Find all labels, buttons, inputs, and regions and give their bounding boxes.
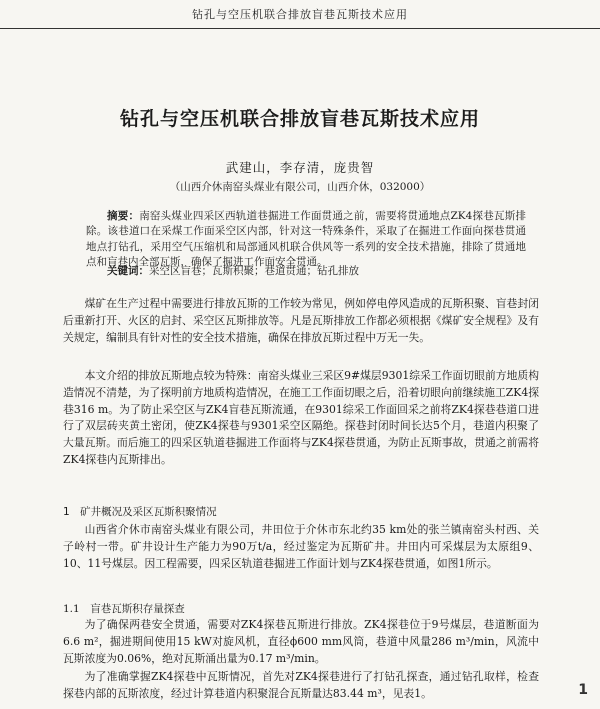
keywords [86, 263, 526, 278]
affiliation: （山西介休南窑头煤业有限公司，山西介休，032000） [169, 181, 431, 193]
abstract-label: 摘要： [107, 210, 140, 222]
body-paragraph-2: 本文介绍的排放瓦斯地点较为特殊：南窑头煤业三采区9#煤层9301综采工作面切眼前方地质构造情况不清楚，为了探明前方地质构造情况，在施工工作面切眼之后，沿着切眼向前继续施工ZK4探巷316 m。为了防止采空区与ZK4盲巷瓦斯流通，在9301综采工作面回采之前将ZK4探巷巷道口进行了双层砖夹黄土密闭，使ZK4探巷与9301采空区隔绝。探巷封闭时间长达5个月，巷道内积聚了大量瓦斯。而后施工的四采区轨道巷掘进工作面将与ZK4探巷贯通，为防止瓦斯事故，贯通之前需将ZK4探巷内瓦斯排出。 [63, 369, 539, 466]
authors: 武建山，李存清，庞贵智 [225, 160, 375, 175]
body-paragraph-5: 为了准确掌握ZK4探巷中瓦斯情况，首先对ZK4探巷进行了打钻孔探查，通过钻孔取样，检查探巷内部的瓦斯浓度，经过计算巷道内积聚混合瓦斯量达83.44 m³，见表1。 [63, 670, 539, 700]
keywords-label: 关键词： [107, 265, 149, 277]
page-number: 1 [578, 682, 588, 698]
body-paragraph-3: 山西省介休市南窑头煤业有限公司，井田位于介休市东北约35 km处的张兰镇南窑头村西、关子岭村一带。矿井设计生产能力为90万t/a，经过鉴定为瓦斯矿井。井田内可采煤层为太原组9、10、11号煤层。因工程需要，四采区轨道巷掘进工作面计划与ZK4探巷贯通，如图1所示。 [63, 523, 539, 570]
body-paragraph-4: 为了确保两巷安全贯通，需要对ZK4探巷瓦斯进行排放。ZK4探巷位于9号煤层，巷道断面为6.6 m²，掘进期间使用15 kW对旋风机，直径ϕ600 mm风筒，巷道中风量286 m³/min，风流中瓦斯浓度为0.06%，绝对瓦斯涌出量为0.17 m³/min。 [63, 618, 539, 665]
running-head: 钻孔与空压机联合排放盲巷瓦斯技术应用 [0, 0, 600, 29]
body-paragraph-1: 煤矿在生产过程中需要进行排放瓦斯的工作较为常见，例如停电停风造成的瓦斯积聚、盲巷封闭后重新打开、火区的启封、采空区瓦斯排放等。凡是瓦斯排放工作都必须根据《煤矿安全规程》及有关规定，编制具有针对性的安全技术措施，确保在排放瓦斯过程中万无一失。 [63, 297, 539, 344]
keywords-text: 采空区盲巷；瓦斯积聚；巷道贯通；钻孔排放 [149, 265, 359, 277]
paper-title: 钻孔与空压机联合排放盲巷瓦斯技术应用 [119, 108, 480, 130]
abstract-text: 南窑头煤业四采区西轨道巷掘进工作面贯通之前，需要将贯通地点ZK4探巷瓦斯排除。该巷道口在采煤工作面采空区内部，针对这一特殊条件，采取了在掘进工作面向探巷贯通地点打钻孔，采用空气压缩机和局部通风机联合供风等一系列的安全技术措施，排除了贯通地点和盲巷内全部瓦斯，确保了掘进工作面安全贯通。 [86, 210, 526, 269]
section-heading-1: 1 矿井概况及采区瓦斯积聚情况 [63, 506, 217, 518]
subsection-heading-1-1: 1.1 盲巷瓦斯积存量探查 [63, 603, 185, 615]
abstract [86, 209, 526, 271]
